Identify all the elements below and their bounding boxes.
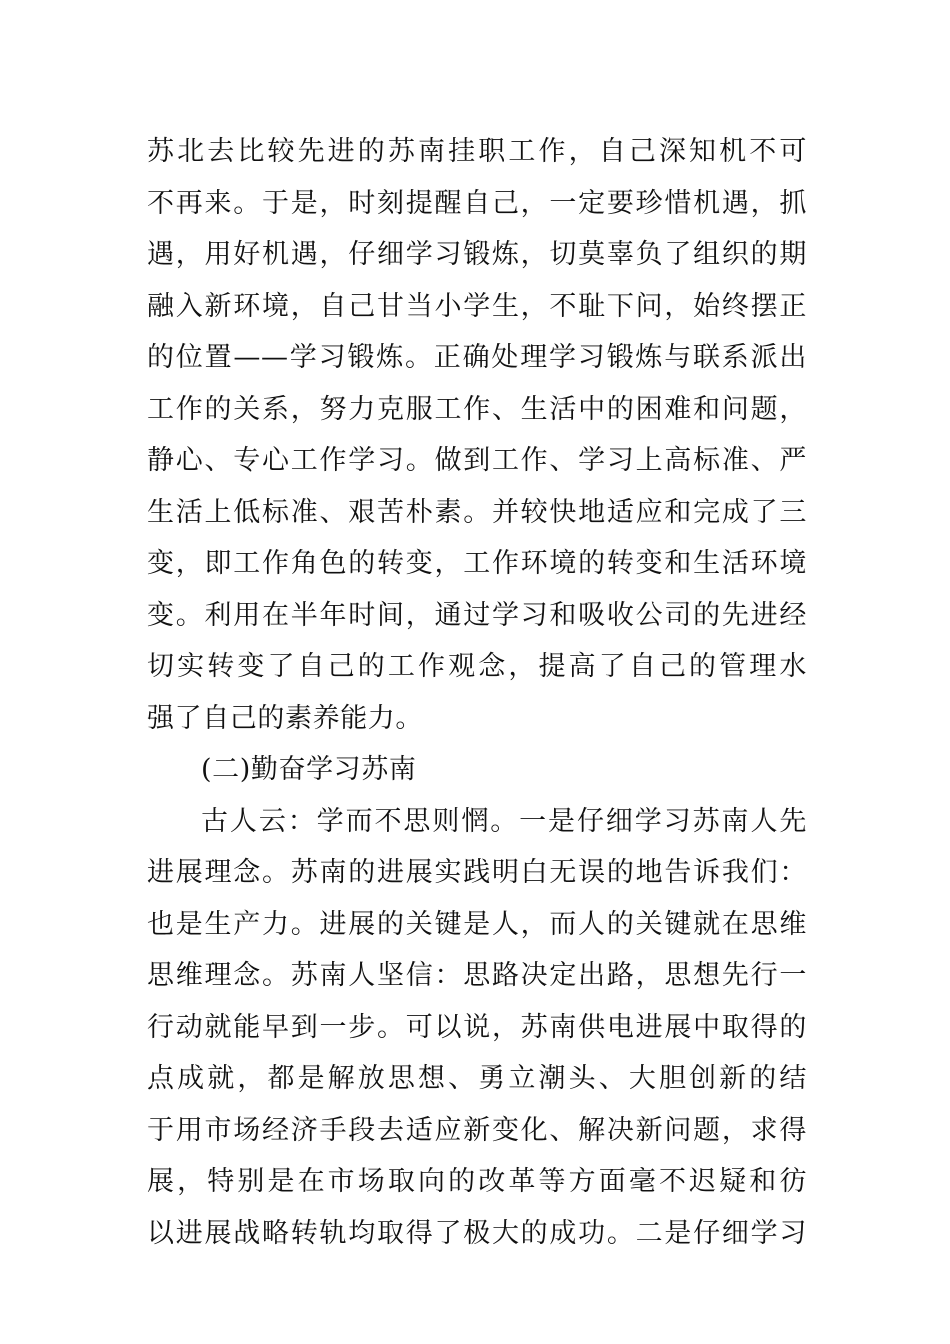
text-line: 生活上低标准、艰苦朴素。并较快地适应和完成了三 xyxy=(147,496,807,528)
document-body xyxy=(147,126,807,1259)
text-line: 展，特别是在市场取向的改革等方面毫不迟疑和彷 xyxy=(147,1166,807,1197)
text-line: 行动就能早到一步。可以说，苏南供电进展中取得的 xyxy=(147,1011,807,1043)
text-line: 的位置——学习锻炼。正确处理学习锻炼与联系派出 xyxy=(147,342,807,373)
text-line-last: 强了自己的素养能力。 xyxy=(147,702,423,734)
text-line: 不再来。于是，时刻提醒自己，一定要珍惜机遇，抓 xyxy=(147,187,807,219)
text-line: 静心、专心工作学习。做到工作、学习上高标准、严 xyxy=(147,445,807,476)
text-line: 工作的关系，努力克服工作、生活中的困难和问题， xyxy=(147,393,807,425)
text-line: 苏北去比较先进的苏南挂职工作，自己深知机不可 xyxy=(147,136,807,167)
text-line: 点成就，都是解放思想、勇立潮头、大胆创新的结 xyxy=(147,1063,807,1094)
text-line: 于用市场经济手段去适应新变化、解决新问题，求得 xyxy=(147,1114,807,1146)
text-line: 以进展战略转轨均取得了极大的成功。二是仔细学习 xyxy=(147,1217,807,1249)
paragraph-first-line: 古人云：学而不思则惘。一是仔细学习苏南人先 xyxy=(201,805,807,837)
text-line: 变。利用在半年时间，通过学习和吸收公司的先进经 xyxy=(147,599,807,631)
text-line: 变，即工作角色的转变，工作环境的转变和生活环境 xyxy=(147,548,807,579)
text-line: 进展理念。苏南的进展实践明白无误的地告诉我们： xyxy=(147,857,807,888)
text-line: 思维理念。苏南人坚信：思路决定出路，思想先行一 xyxy=(147,960,807,991)
text-line: 遇，用好机遇，仔细学习锻炼，切莫辜负了组织的期 xyxy=(147,239,807,270)
text-line: 融入新环境，自己甘当小学生，不耻下问，始终摆正 xyxy=(147,290,807,322)
section-heading: (二)勤奋学习苏南 xyxy=(201,754,417,785)
text-line: 也是生产力。进展的关键是人，而人的关键就在思维 xyxy=(147,908,807,940)
text-line: 切实转变了自己的工作观念，提高了自己的管理水 xyxy=(147,651,807,682)
